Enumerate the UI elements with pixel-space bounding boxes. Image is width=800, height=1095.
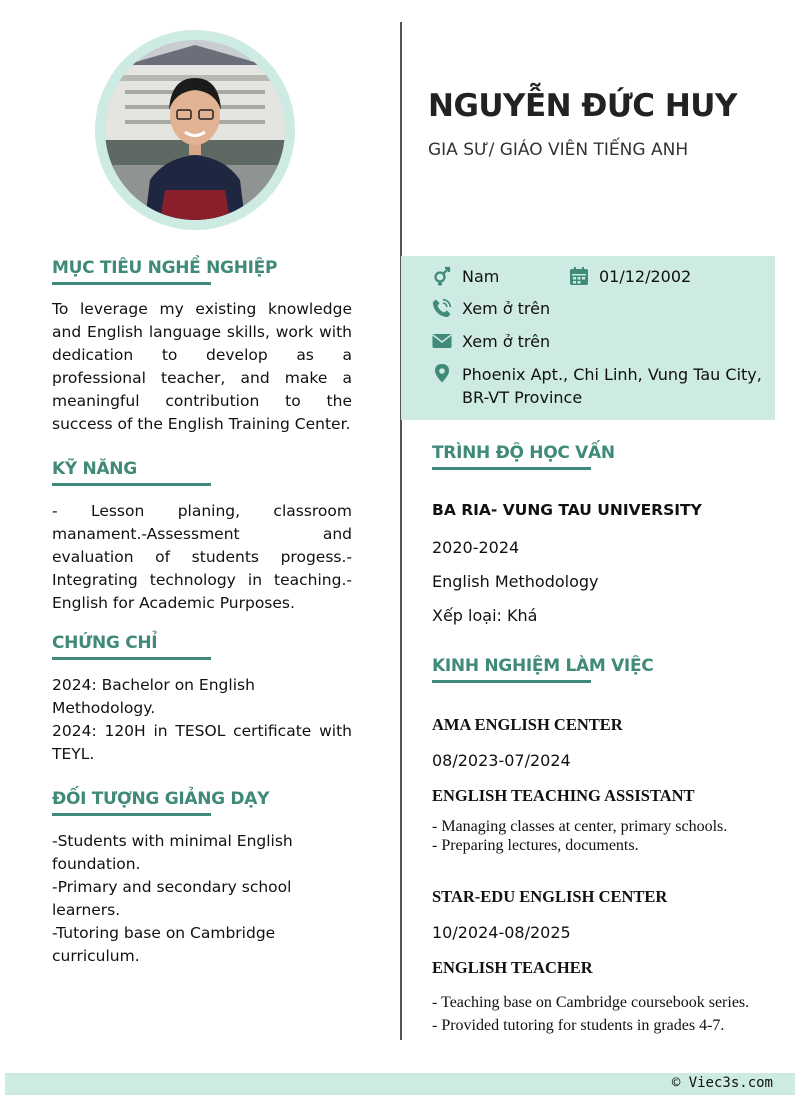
birthdate-value: 01/12/2002 xyxy=(599,267,692,286)
gender-icon xyxy=(432,266,452,286)
certificate-item: 2024: Bachelor on English Methodology. xyxy=(52,676,255,717)
audience-heading: ĐỐI TƯỢNG GIẢNG DẠY xyxy=(52,789,270,809)
duty-item: - Managing classes at center, primary schools. xyxy=(432,818,728,835)
objective-heading: MỤC TIÊU NGHỀ NGHIỆP xyxy=(52,258,278,278)
experience-heading: KINH NGHIỆM LÀM VIỆC xyxy=(432,656,654,676)
education-years: 2020-2024 xyxy=(432,538,520,557)
audience-underline xyxy=(52,813,211,816)
job-duties xyxy=(432,991,749,1037)
address-value xyxy=(462,363,762,409)
address-line: Phoenix Apt., Chi Linh, Vung Tau City, xyxy=(462,365,762,384)
audience-line: curriculum. xyxy=(52,947,140,965)
job-role: ENGLISH TEACHER xyxy=(432,958,593,977)
education-underline xyxy=(432,467,591,470)
experience-underline xyxy=(432,680,591,683)
education-major: English Methodology xyxy=(432,572,599,591)
phone-icon xyxy=(432,298,452,318)
education-heading: TRÌNH ĐỘ HỌC VẤN xyxy=(432,443,615,463)
audience-list xyxy=(52,830,352,968)
education-grade: Xếp loại: Khá xyxy=(432,606,538,625)
candidate-name: NGUYỄN ĐỨC HUY xyxy=(428,88,737,124)
audience-line: -Tutoring base on Cambridge xyxy=(52,924,276,942)
skills-underline xyxy=(52,483,211,486)
audience-line: -Primary and secondary school learners. xyxy=(52,878,292,919)
address-line: BR-VT Province xyxy=(462,388,583,407)
job-period: 08/2023-07/2024 xyxy=(432,751,571,770)
job-period: 10/2024-08/2025 xyxy=(432,923,571,942)
column-divider xyxy=(400,22,402,1040)
avatar-frame xyxy=(95,30,295,230)
audience-line: -Students with minimal English xyxy=(52,832,293,850)
school-name: BA RIA- VUNG TAU UNIVERSITY xyxy=(432,501,702,519)
footer-copyright: © Viec3s.com xyxy=(671,1075,773,1091)
objective-underline xyxy=(52,282,211,285)
mail-icon xyxy=(432,331,452,351)
avatar xyxy=(105,40,285,220)
duty-item: - Teaching base on Cambridge coursebook series. xyxy=(432,994,750,1011)
certificates-underline xyxy=(52,657,211,660)
phone-value: Xem ở trên xyxy=(462,299,551,318)
company-name: AMA ENGLISH CENTER xyxy=(432,715,623,734)
duty-item: - Preparing lectures, documents. xyxy=(432,837,639,854)
objective-text: To leverage my existing knowledge and English language skills, work with dedication to develop as a professional teacher, and make a meaningful contribution to the success of the English Training Center. xyxy=(52,300,352,433)
audience-line: foundation. xyxy=(52,855,141,873)
job-role: ENGLISH TEACHING ASSISTANT xyxy=(432,786,695,805)
certificates-heading: CHỨNG CHỈ xyxy=(52,633,158,653)
footer-bar xyxy=(5,1073,795,1095)
location-pin-icon xyxy=(432,363,452,383)
company-name: STAR-EDU ENGLISH CENTER xyxy=(432,887,668,906)
certificate-item: 2024: 120H in TESOL certificate with TEYL. xyxy=(52,722,352,763)
job-title: GIA SƯ/ GIÁO VIÊN TIẾNG ANH xyxy=(428,140,689,160)
job-duties xyxy=(432,817,727,855)
calendar-icon xyxy=(569,266,589,286)
email-value: Xem ở trên xyxy=(462,332,551,351)
skills-text: - Lesson planing, classroom manament.-Assessment and evaluation of students progess.- Integrating technology in teaching.-English for Academic Purposes. xyxy=(52,502,352,612)
duty-item: - Provided tutoring for students in grades 4-7. xyxy=(432,1017,725,1034)
contact-panel xyxy=(401,256,775,420)
gender-value: Nam xyxy=(462,267,500,286)
skills-heading: KỸ NĂNG xyxy=(52,459,137,479)
